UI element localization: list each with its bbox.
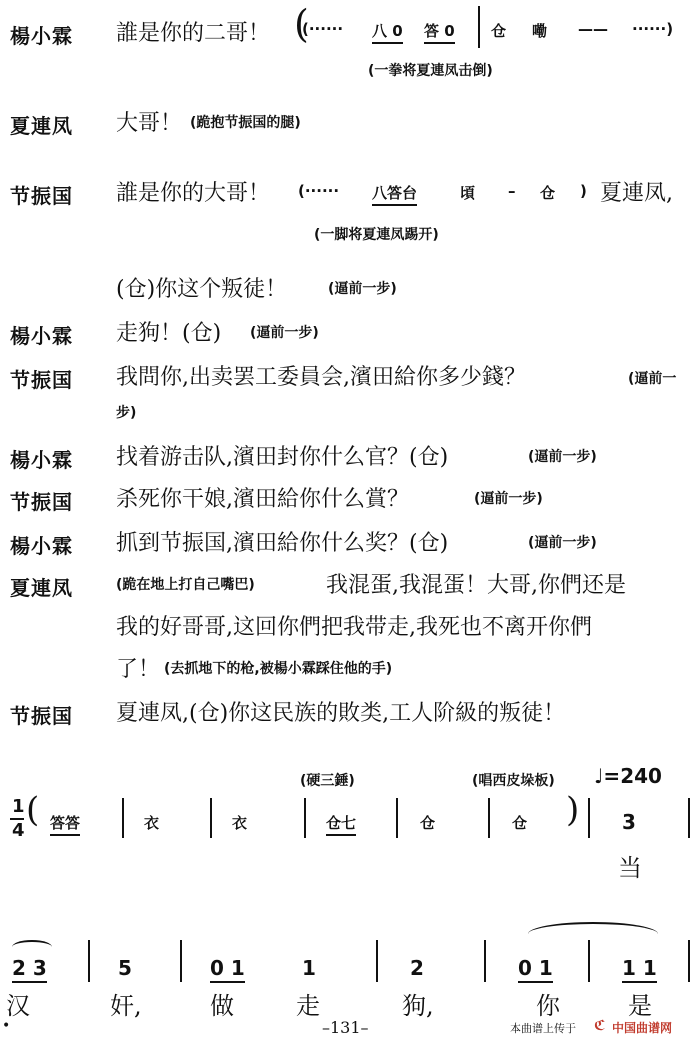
tie-2 <box>528 922 658 946</box>
score-m5: 仓 <box>420 814 436 832</box>
speaker-xia-1: 夏連凤 <box>10 114 73 138</box>
lyric-0: 汉 <box>6 992 30 1020</box>
lyric-2: 做 <box>210 992 234 1020</box>
line-6-dir: (逼前一 <box>628 371 677 387</box>
perc2-a: 八答台 <box>372 182 417 206</box>
perc1-b: 答 0 <box>424 20 455 44</box>
perc1-f: ······) <box>632 20 674 38</box>
line-2-dir: (跪抱节振国的腿) <box>190 115 301 131</box>
line-5-text: 走狗！(仓) <box>116 321 222 346</box>
line-10-dir: (跪在地上打自己嘴巴) <box>116 577 255 593</box>
perc1-d: 嘞 <box>532 22 548 40</box>
line-1-text: 誰是你的二哥！ <box>116 21 271 46</box>
upload-note: 本曲谱上传于 <box>510 1022 576 1035</box>
lyric-3: 走 <box>296 992 320 1020</box>
speaker-yang-2: 楊小霖 <box>10 324 73 348</box>
bar-1 <box>122 798 124 838</box>
lyric-4: 狗, <box>402 992 434 1020</box>
perc2-d: 仓 <box>540 184 556 202</box>
bar-r2-6 <box>688 940 690 982</box>
score-r2-0: 2 3 <box>12 956 47 983</box>
score-paren-close: ) <box>566 790 580 830</box>
speaker-jie-4: 节振国 <box>10 704 73 728</box>
speaker-jie-1: 节振国 <box>10 184 73 208</box>
line-8-dir: (逼前一步) <box>474 491 543 507</box>
lyric-5: 你 <box>536 992 560 1020</box>
line-6-text: 我問你,出卖罢工委員会,濱田給你多少錢？ <box>116 365 526 390</box>
lyric-6: 是 <box>628 992 652 1020</box>
site-logo-icon: ℭ <box>594 1018 606 1034</box>
line-7-text: 找着游击队,濱田封你什么官？(仓) <box>116 445 449 470</box>
tie-1 <box>12 940 52 954</box>
footer-dot: • <box>2 1018 11 1034</box>
line-4-text: (仓)你这个叛徒！ <box>116 277 288 302</box>
line-4-dir: (逼前一步) <box>328 281 397 297</box>
bar-4 <box>396 798 398 838</box>
bar-perc1 <box>478 6 480 48</box>
score-tempo: ♩=240 <box>594 764 662 788</box>
perc2-pre: (······ <box>298 182 340 200</box>
line-11-text: 夏連凤,(仓)你这民族的敗类,工人阶級的叛徒！ <box>116 701 566 726</box>
score-label-1: (硬三錘) <box>300 773 355 789</box>
page-number: –131– <box>322 1018 369 1037</box>
score-r2-3: 1 <box>302 956 316 980</box>
score-r2-4: 2 <box>410 956 424 980</box>
score-m2: 衣 <box>144 814 160 832</box>
perc1-a: 八 0 <box>372 20 403 44</box>
perc2-note: (一脚将夏連凤踢开) <box>314 227 439 243</box>
line-3-text: 誰是你的大哥！ <box>116 181 271 206</box>
perc2-b: 頃 <box>460 184 476 202</box>
bar-r2-4 <box>484 940 486 982</box>
time-sig-num: 1 <box>12 796 25 817</box>
score-r2-5: 0 1 <box>518 956 553 983</box>
score-r2-1: 5 <box>118 956 132 980</box>
line-2-text: 大哥！ <box>116 111 183 136</box>
score-l1: 当 <box>618 854 642 882</box>
line-9-text: 抓到节振国,濱田給你什么奖？(仓) <box>116 531 449 556</box>
bar-r2-5 <box>588 940 590 982</box>
bar-6 <box>588 798 590 838</box>
speaker-jie-3: 节振国 <box>10 490 73 514</box>
score-r2-2: 0 1 <box>210 956 245 983</box>
score-paren-open: ( <box>26 790 40 830</box>
speaker-jie-2: 节振国 <box>10 368 73 392</box>
line-3-after: 夏連凤, <box>600 181 673 206</box>
bar-r2-3 <box>376 940 378 982</box>
line-10-text: 我混蛋,我混蛋！大哥,你們还是 <box>326 573 626 598</box>
perc2-e: ) <box>580 182 587 200</box>
score-m3: 衣 <box>232 814 248 832</box>
score-r2-6: 1 1 <box>622 956 657 983</box>
score-m6: 仓 <box>512 814 528 832</box>
perc2-c: – <box>508 182 516 200</box>
site-watermark[interactable]: 中国曲谱网 <box>612 1021 673 1035</box>
bar-5 <box>488 798 490 838</box>
bar-7 <box>688 798 690 838</box>
speaker-xia-2: 夏連凤 <box>10 576 73 600</box>
line-10-text2: 我的好哥哥,这回你們把我带走,我死也不离开你們 <box>116 615 592 640</box>
score-m1: 答答 <box>50 812 80 836</box>
bar-2 <box>210 798 212 838</box>
line-9-dir: (逼前一步) <box>528 535 597 551</box>
line-10-text3: 了！ <box>116 657 161 682</box>
perc1-note: (一拳将夏連凤击倒) <box>368 63 493 79</box>
line-6-dir2: 步) <box>116 405 137 421</box>
time-sig-den: 4 <box>12 820 25 841</box>
line-5-dir: (逼前一步) <box>250 325 319 341</box>
bar-r2-1 <box>88 940 90 982</box>
line-10-dir2: (去抓地下的枪,被楊小霖踩住他的手) <box>164 661 393 677</box>
speaker-yang-1: 楊小霖 <box>10 24 73 48</box>
score-m4: 仓七 <box>326 812 356 836</box>
paren-open-1: ( <box>294 2 309 46</box>
perc1-e: —— <box>578 20 608 38</box>
bar-r2-2 <box>180 940 182 982</box>
perc1-c: 仓 <box>491 22 507 40</box>
speaker-yang-3: 楊小霖 <box>10 448 73 472</box>
score-n1: 3 <box>622 810 636 834</box>
line-7-dir: (逼前一步) <box>528 449 597 465</box>
bar-3 <box>304 798 306 838</box>
speaker-yang-4: 楊小霖 <box>10 534 73 558</box>
score-label-2: (唱西皮垛板) <box>472 773 555 789</box>
perc1-pre: (······ <box>302 20 344 38</box>
line-8-text: 杀死你干娘,濱田給你什么賞？ <box>116 487 409 512</box>
lyric-1: 奸, <box>110 992 142 1020</box>
